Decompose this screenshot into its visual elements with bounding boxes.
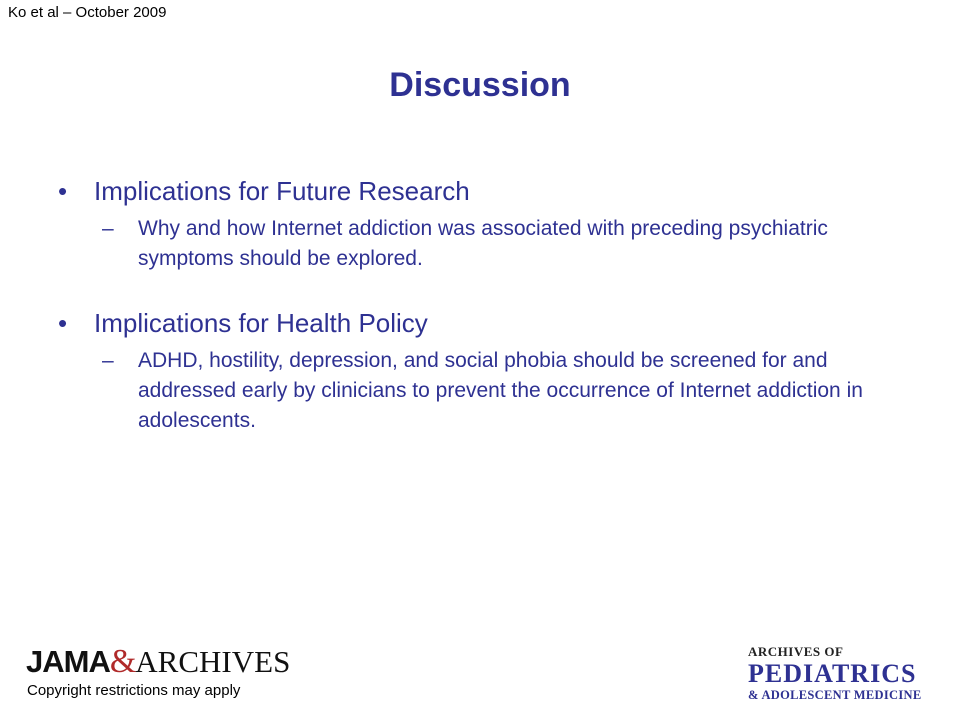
logo-jama-text: JAMA	[26, 644, 110, 679]
logo-line-pediatrics: PEDIATRICS	[748, 659, 917, 688]
bullet-dot-icon: •	[58, 308, 68, 338]
logo-archives-text: ARCHIVES	[135, 644, 291, 679]
sub-bullet-item	[102, 346, 918, 436]
footer-left	[26, 644, 316, 699]
logo-ampersand: &	[109, 643, 136, 680]
section-health-policy	[58, 304, 918, 436]
slide-title: Discussion	[389, 66, 571, 104]
dash-icon: –	[102, 217, 114, 240]
bullet-heading: Implications for Health Policy	[94, 308, 428, 338]
sub-bullet-item	[102, 214, 918, 274]
logo-line-archives-of: ARCHIVES OF	[748, 644, 844, 659]
sub-bullet-text: Why and how Internet addiction was associated with preceding psychiatric symptoms should be explored.	[138, 217, 828, 270]
dash-icon: –	[102, 349, 114, 372]
pediatrics-logo	[742, 644, 952, 703]
bullet-item	[58, 304, 918, 342]
citation-header: Ko et al – October 2009	[8, 4, 167, 21]
bullet-item	[58, 172, 918, 210]
sub-bullet-text: ADHD, hostility, depression, and social phobia should be screened for and addressed early by clinicians to prevent the occurrence of Internet addiction in adolescents.	[138, 349, 863, 432]
copyright-notice: Copyright restrictions may apply	[27, 682, 241, 699]
section-future-research	[58, 172, 918, 274]
jama-archives-logo	[26, 644, 316, 680]
logo-line-adolescent: & ADOLESCENT MEDICINE	[748, 688, 922, 702]
bullet-heading: Implications for Future Research	[94, 176, 470, 206]
bullet-dot-icon: •	[58, 176, 68, 206]
bullet-list	[58, 172, 918, 466]
